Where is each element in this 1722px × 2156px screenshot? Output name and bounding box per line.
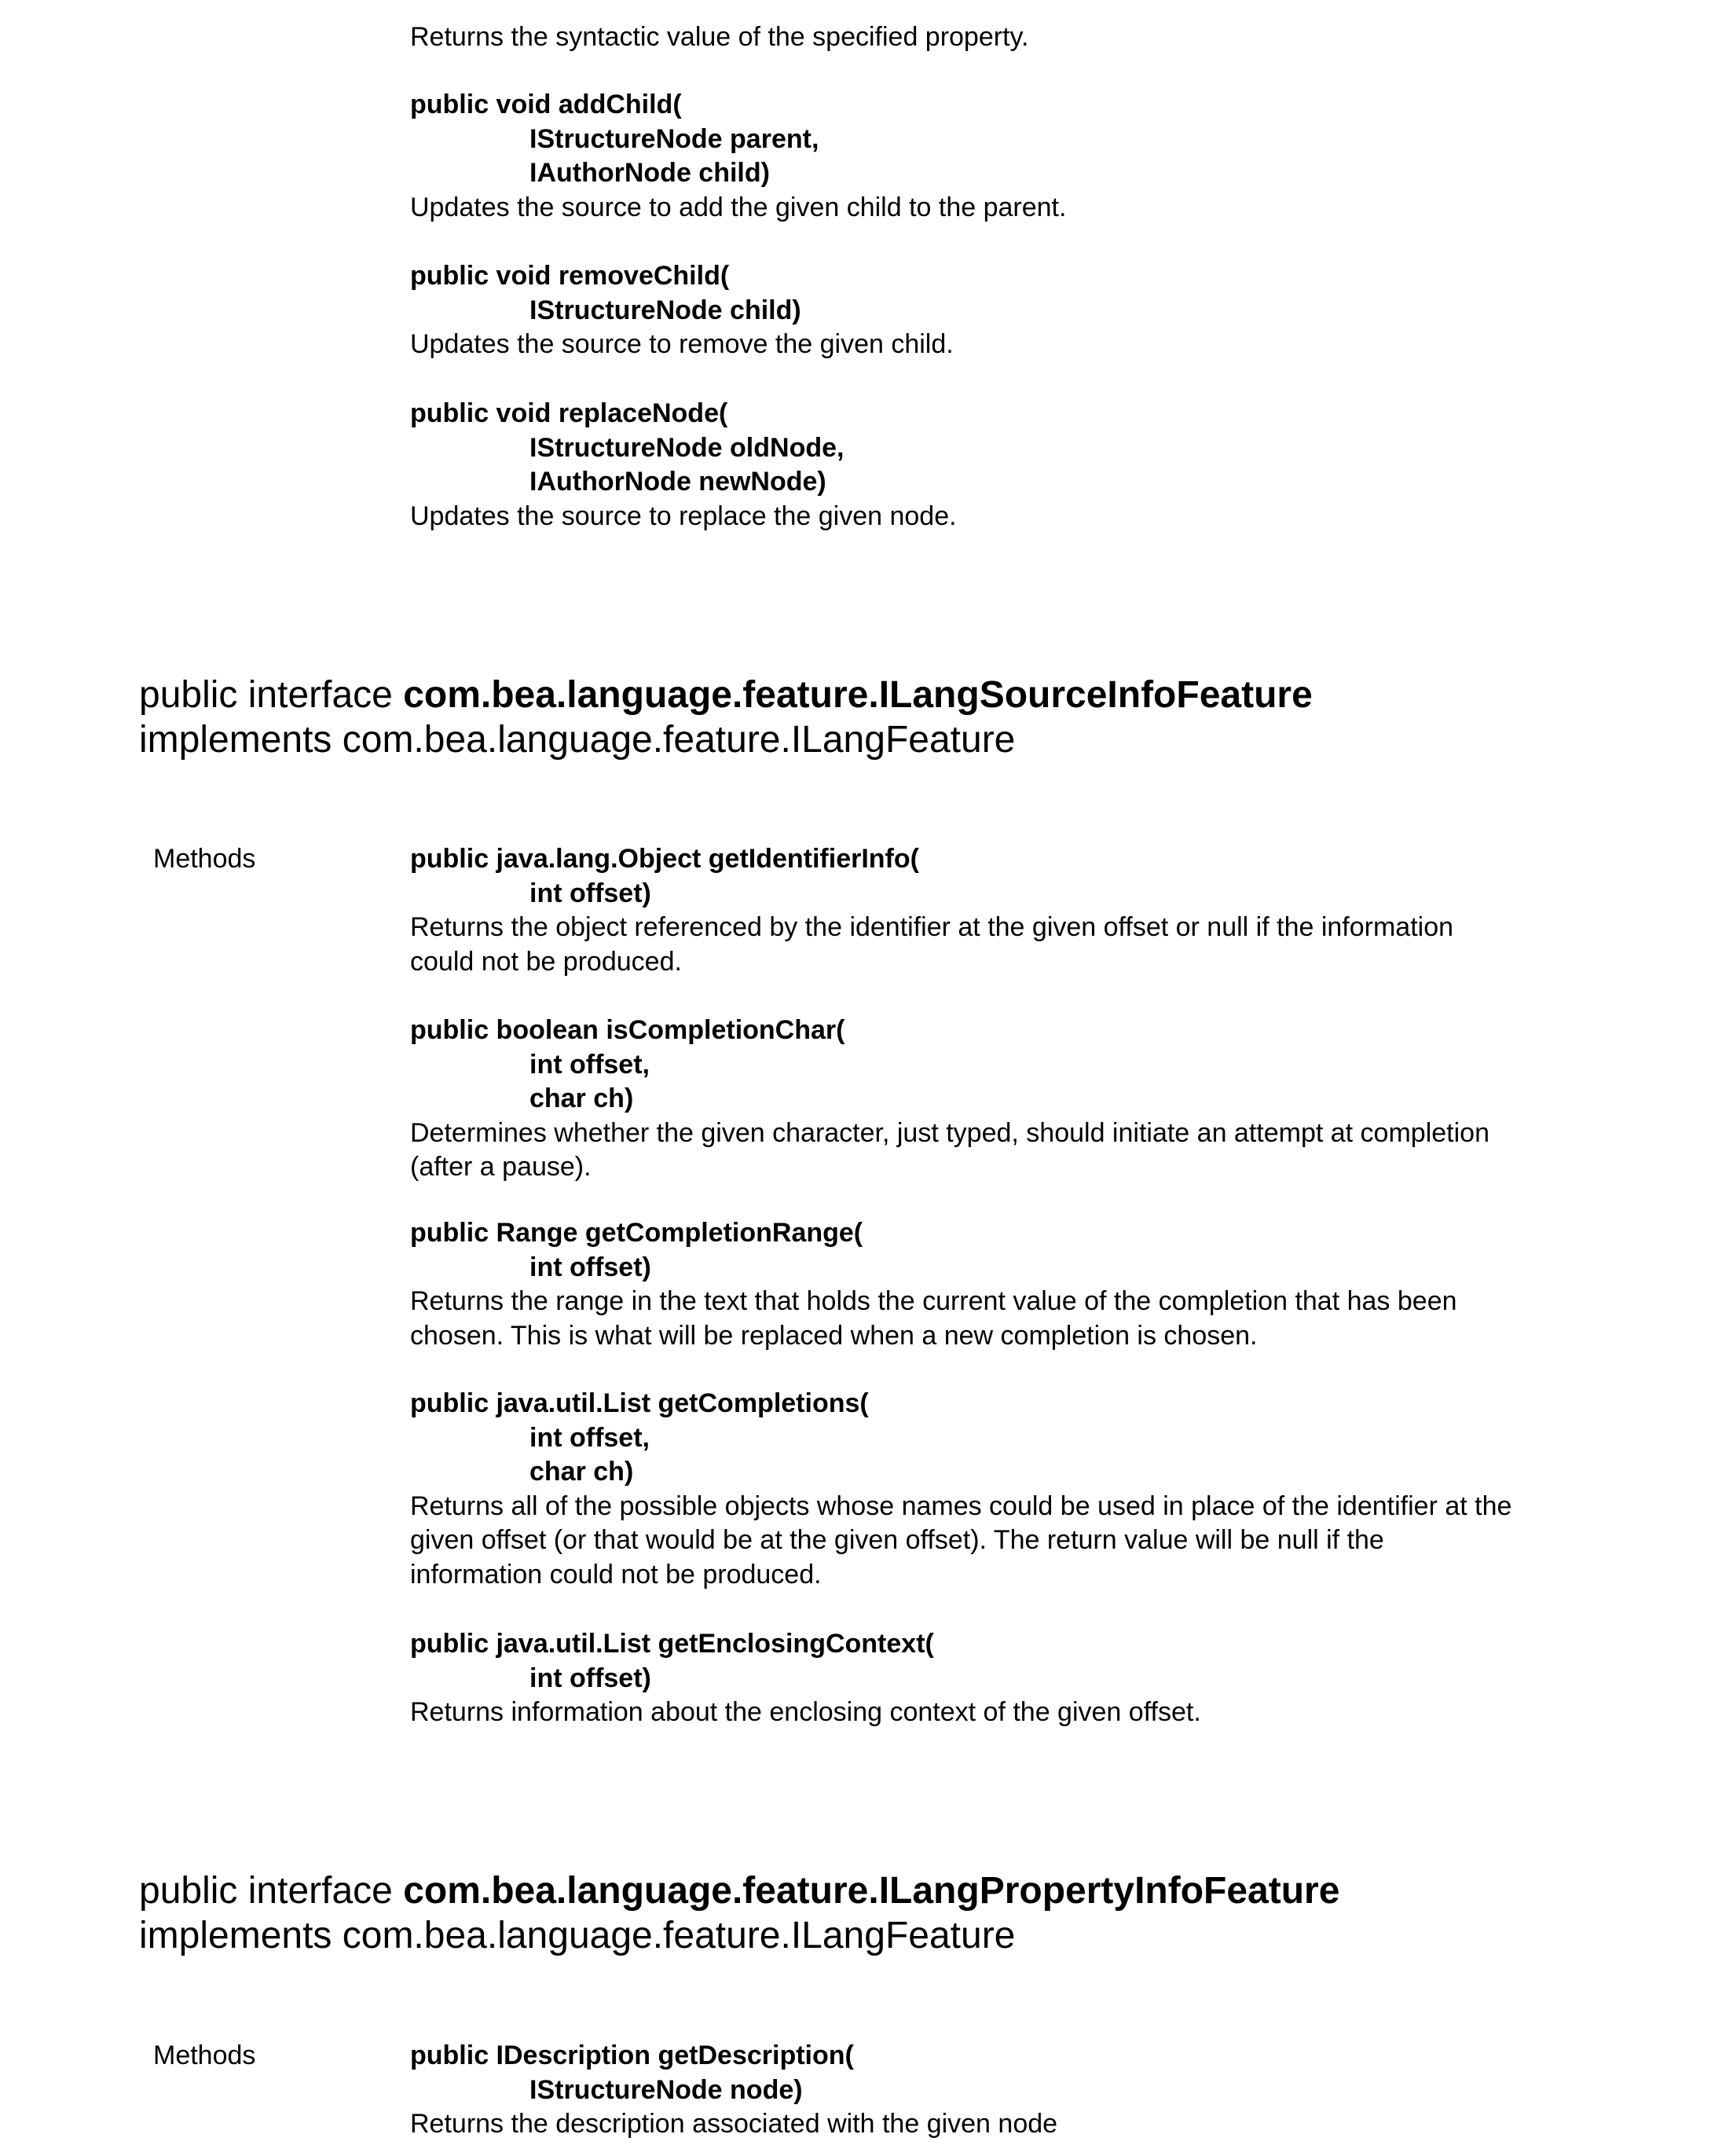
method-parameter: IStructureNode node) [410, 2074, 1057, 2108]
method-description: Returns the description associated with the given node [410, 2107, 1057, 2142]
method-getIdentifierInfo [410, 842, 1453, 979]
interface-prefix: public interface [139, 674, 403, 716]
method-signature: public java.util.List getEnclosingContext( [410, 1627, 1201, 1662]
method-description: Updates the source to replace the given node. [410, 500, 957, 534]
method-signature: public void replaceNode( [410, 397, 957, 431]
method-parameter: int offset) [410, 877, 1453, 911]
method-parameter: IAuthorNode child) [410, 156, 1066, 191]
method-parameter: int offset, [410, 1421, 1511, 1456]
method-signature: public java.lang.Object getIdentifierInfo( [410, 842, 1453, 877]
methods-label: Methods [153, 842, 255, 877]
method-parameter: char ch) [410, 1082, 1489, 1116]
method-description: Returns all of the possible objects whose names could be used in place of the identifier at the [410, 1490, 1511, 1524]
method-signature: public boolean isCompletionChar( [410, 1014, 1489, 1048]
interface-name: com.bea.language.feature.ILangSourceInfoFeature [403, 674, 1313, 716]
description-line: Returns the syntactic value of the specified property. [410, 20, 1028, 55]
method-parameter: int offset) [410, 1662, 1201, 1696]
method-parameter: IStructureNode child) [410, 294, 954, 328]
method-description: (after a pause). [410, 1150, 1489, 1185]
method-getEnclosingContext [410, 1627, 1201, 1730]
method-signature: public void addChild( [410, 88, 1066, 123]
method-signature: public java.util.List getCompletions( [410, 1387, 1511, 1421]
method-getCompletionRange [410, 1216, 1457, 1353]
method-addChild [410, 88, 1066, 225]
method-description: Returns the range in the text that holds the current value of the completion that has been [410, 1285, 1457, 1319]
method-parameter: char ch) [410, 1455, 1511, 1490]
method-description: Updates the source to remove the given child. [410, 328, 954, 362]
interface-heading [139, 673, 1313, 762]
method-removeChild [410, 259, 954, 362]
method-description: Updates the source to add the given child to the parent. [410, 191, 1066, 226]
method-getCompletions [410, 1387, 1511, 1592]
method-description: could not be produced. [410, 945, 1453, 980]
interface-prefix: public interface [139, 1870, 403, 1912]
interface-name: com.bea.language.feature.ILangPropertyInfoFeature [403, 1870, 1339, 1912]
method-parameter: int offset) [410, 1251, 1457, 1285]
method-signature: public IDescription getDescription( [410, 2039, 1057, 2074]
method-getDescription [410, 2039, 1057, 2142]
method-parameter: IStructureNode parent, [410, 123, 1066, 157]
method-signature: public void removeChild( [410, 259, 954, 294]
top-description [410, 20, 1028, 55]
method-description: given offset (or that would be at the given offset). The return value will be null if the [410, 1524, 1511, 1558]
method-description: Returns the object referenced by the identifier at the given offset or null if the information [410, 911, 1453, 945]
method-signature: public Range getCompletionRange( [410, 1216, 1457, 1251]
method-description: Returns information about the enclosing context of the given offset. [410, 1696, 1201, 1730]
interface-heading [139, 1868, 1339, 1958]
method-parameter: IStructureNode oldNode, [410, 431, 957, 466]
interface-implements: implements com.bea.language.feature.ILangFeature [139, 717, 1313, 762]
method-description: Determines whether the given character, just typed, should initiate an attempt at completion [410, 1116, 1489, 1151]
method-parameter: int offset, [410, 1048, 1489, 1083]
interface-implements: implements com.bea.language.feature.ILangFeature [139, 1913, 1339, 1958]
method-description: chosen. This is what will be replaced when a new completion is chosen. [410, 1319, 1457, 1354]
method-isCompletionChar [410, 1014, 1489, 1185]
method-description: information could not be produced. [410, 1558, 1511, 1593]
method-parameter: IAuthorNode newNode) [410, 465, 957, 500]
methods-label: Methods [153, 2039, 255, 2074]
method-replaceNode [410, 397, 957, 534]
